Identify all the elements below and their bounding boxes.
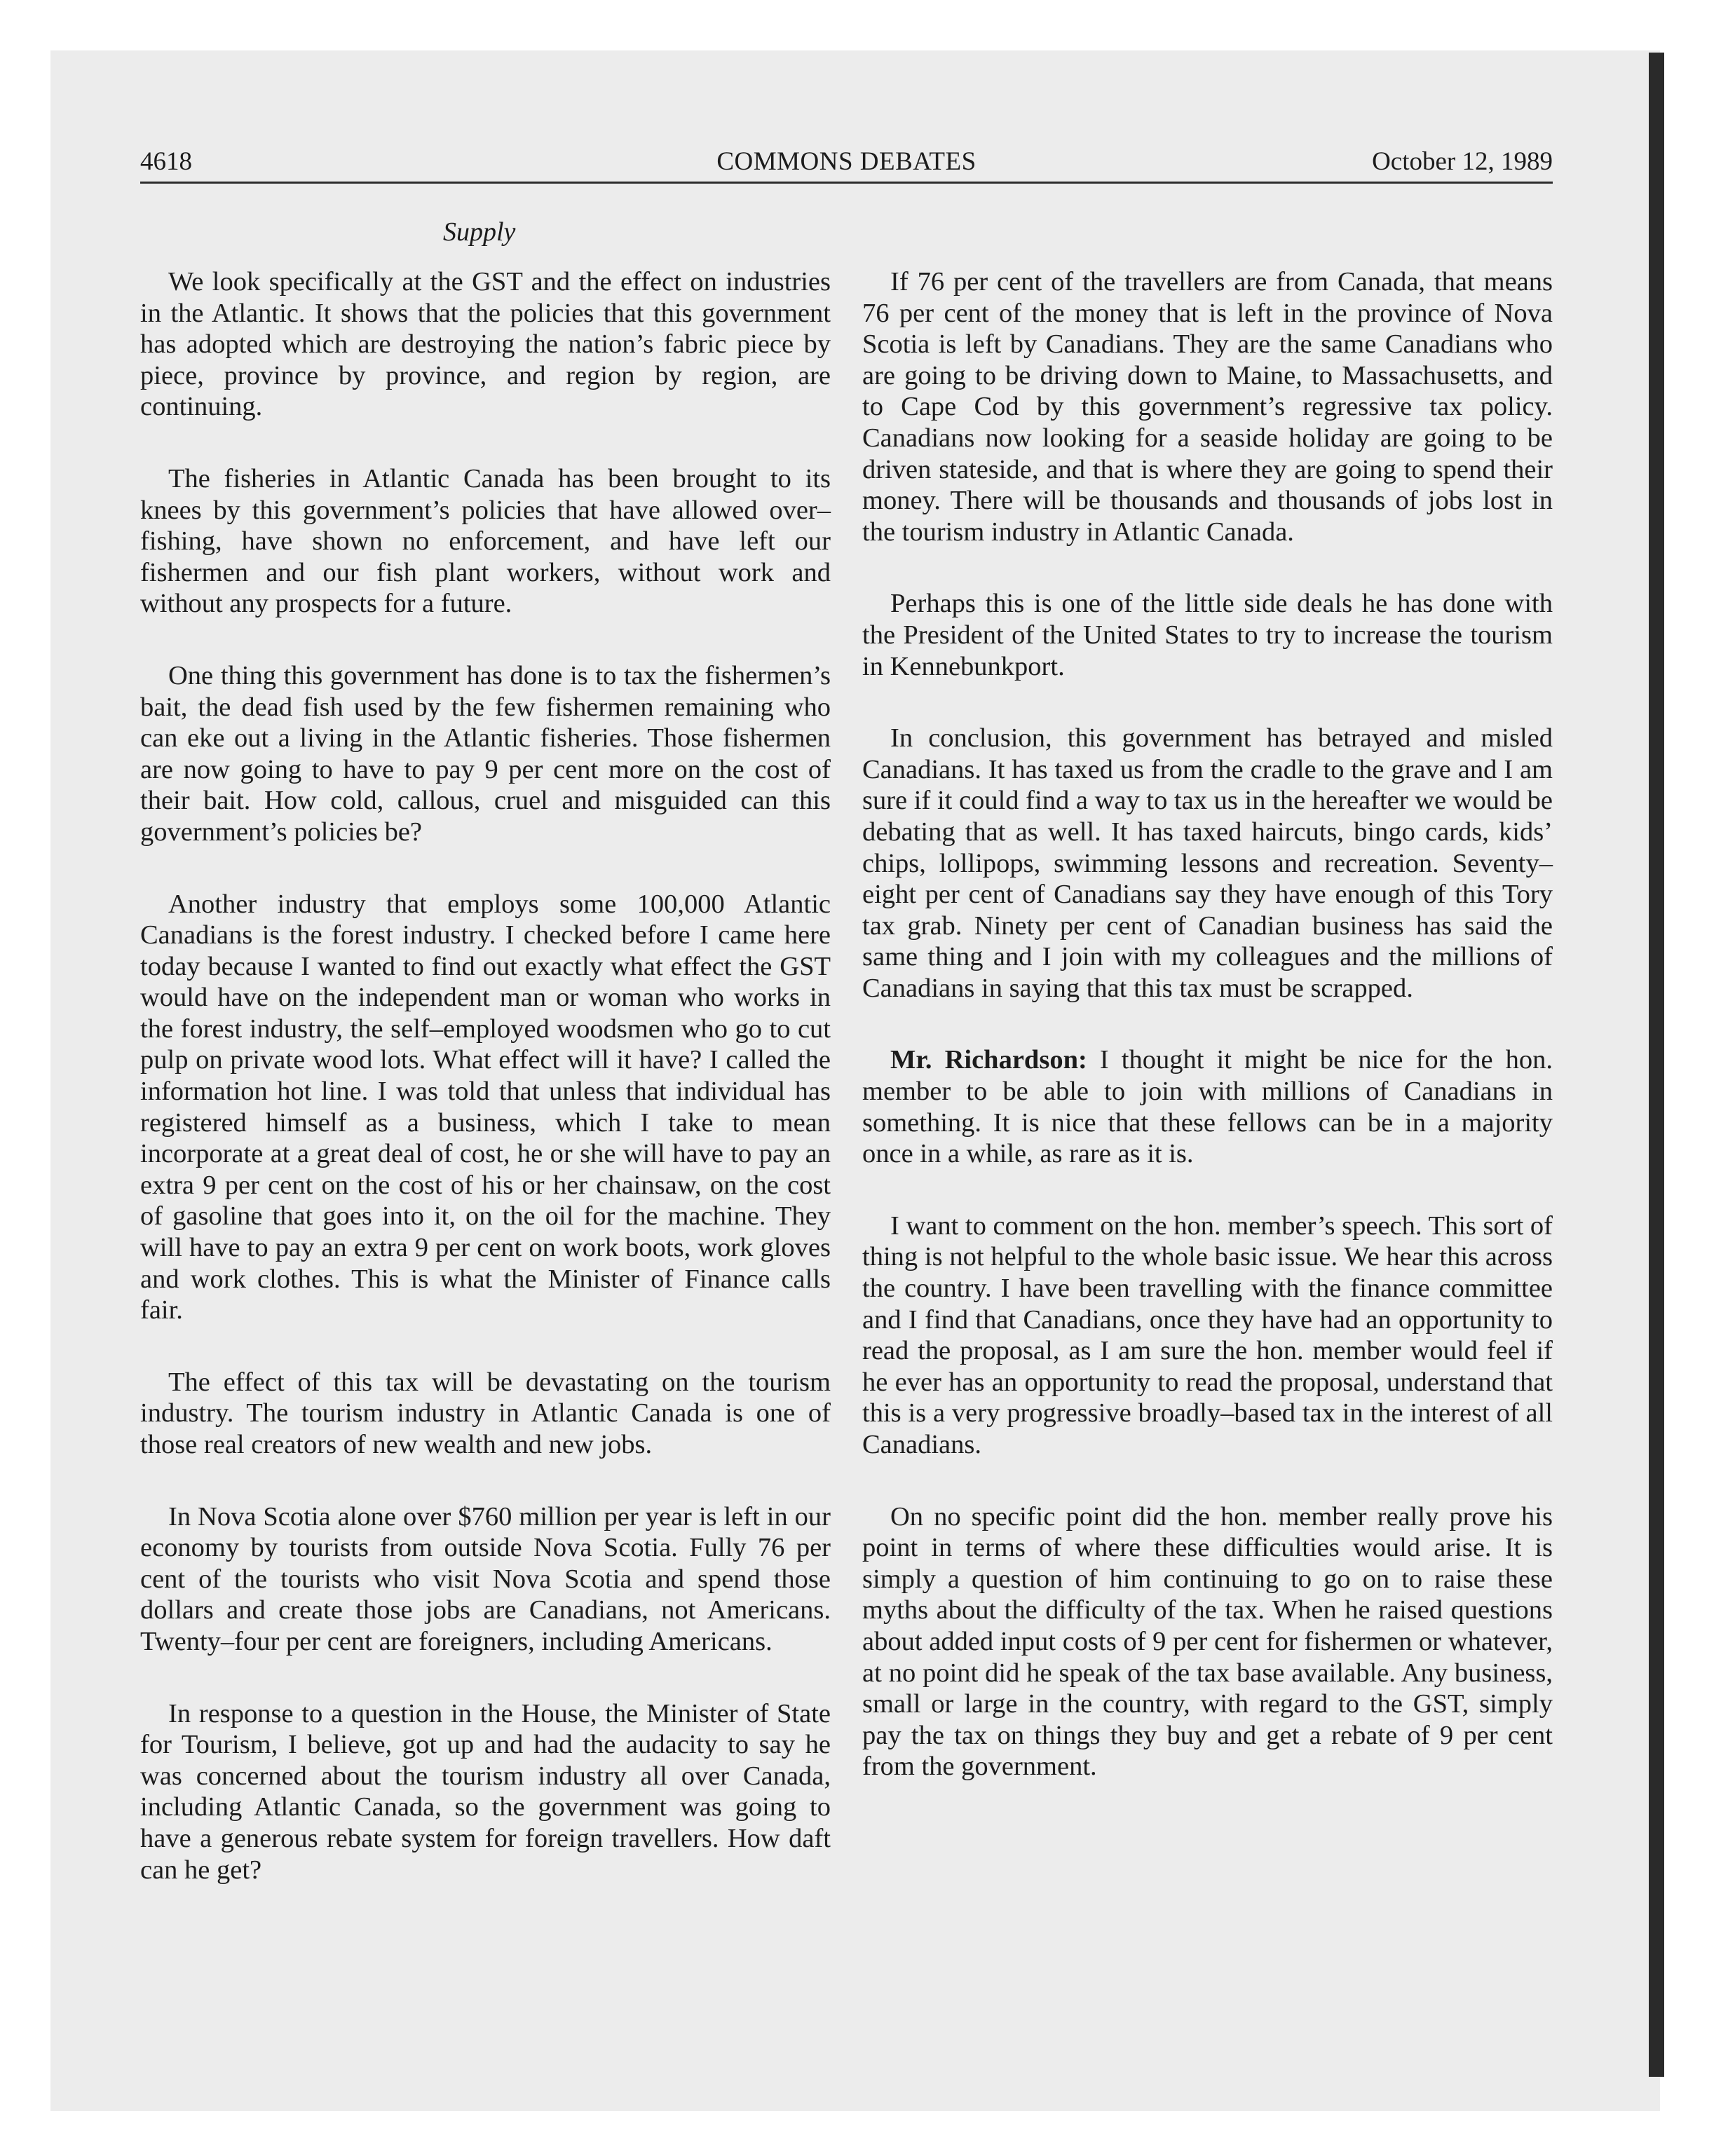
section-label: Supply — [443, 217, 516, 247]
speaker-paragraph — [862, 1044, 1553, 1169]
paragraph: The fisheries in Atlantic Canada has been brought to its knees by this government’s policies that have allowed over–fishing, have shown no enforcement, and have left our fishermen and our fish plant workers, without work and without any prospects for a future. — [140, 463, 831, 619]
paragraph: Perhaps this is one of the little side deals he has done with the President of the United States to try to increase the tourism in Kennebunkport. — [862, 589, 1553, 681]
right-column — [862, 266, 1553, 1823]
paragraph: In response to a question in the House, the Minister of State for Tourism, I believe, got up and had the audacity to say he was concerned about the tourism industry all over Canada, including Atlantic Canada, so the government was going to have a generous rebate system for foreign travellers. How daft can he get? — [140, 1698, 831, 1885]
speaker-name: Mr. Richardson: — [890, 1045, 1087, 1075]
paragraph: I want to comment on the hon. member’s speech. This sort of thing is not helpful to the whole basic issue. We hear this across the country. I have been travelling with the finance committee and I find that Canadians, once they have had an opportunity to read the proposal, as I am sure the hon. member would feel if he ever has an opportunity to read the proposal, understand that this is a very progressive broadly–based tax in the interest of all Canadians. — [862, 1210, 1553, 1459]
page-number: 4618 — [140, 147, 192, 176]
header-date: October 12, 1989 — [1372, 147, 1553, 176]
paragraph: We look specifically at the GST and the effect on industries in the Atlantic. It shows that the policies that this government has adopted which are destroying the nation’s fabric piece by piece, province by province, and region by region, are continuing. — [140, 267, 831, 422]
paragraph: If 76 per cent of the travellers are from Canada, that means 76 per cent of the money that is left in the province of Nova Scotia is left by Canadians. They are the same Canadians who are going to be driving down to Maine, to Massachusetts, and to Cape Cod by this government’s regressive tax policy. Canadians now looking for a seaside holiday are going to be driven stateside, and that is where they are going to spend their money. There will be thousands and thousands of jobs lost in the tourism industry in Atlantic Canada. — [862, 267, 1553, 547]
paragraph: One thing this government has done is to tax the fishermen’s bait, the dead fish used by the few fishermen remaining who can eke out a living in the Atlantic fisheries. Those fishermen are now going to have to pay 9 per cent more on the cost of their bait. How cold, callous, cruel and misguided can this government’s policies be? — [140, 660, 831, 847]
paragraph: In conclusion, this government has betrayed and misled Canadians. It has taxed us from the cradle to the grave and I am sure if it could find a way to tax us in the hereafter we would be debating that as well. It has taxed haircuts, bingo cards, kids’ chips, lollipops, swimming lessons and recreation. Seventy–eight per cent of Canadians say they have enough of this Tory tax grab. Ninety per cent of Canadian business has said the same thing and I join with my colleagues and the millions of Canadians in saying that this tax must be scrapped. — [862, 723, 1553, 1003]
paragraph: In Nova Scotia alone over $760 million per year is left in our economy by tourists from outside Nova Scotia. Fully 76 per cent of the tourists who visit Nova Scotia and spend those dollars and create those jobs are Canadians, not Americans. Twenty–four per cent are foreigners, including Americans. — [140, 1501, 831, 1656]
scan-edge-bar — [1649, 53, 1664, 2077]
left-column — [140, 266, 831, 1926]
header-rule — [140, 182, 1553, 184]
paragraph: Another industry that employs some 100,000 Atlantic Canadians is the forest industry. I checked before I came here today because I wanted to find out exactly what effect the GST would have on the independent man or woman who works in the forest industry, the self–employed woodsmen who go to cut pulp on private wood lots. What effect will it have? I called the information hot line. I was told that unless that individual has registered himself as a business, which I take to mean incorporate at a great deal of cost, he or she will have to pay an extra 9 per cent on the cost of his or her chainsaw, on the cost of gasoline that goes into it, on the oil for the machine. They will have to pay an extra 9 per cent on work boots, work gloves and work clothes. This is what the Minister of Finance calls fair. — [140, 889, 831, 1325]
speaker-remark: I thought it might be nice for the hon. member to be able to join with millions of Canadians in something. It is nice that these fellows can be in a majority once in a while, as rare as it is. — [862, 1045, 1553, 1169]
paragraph: The effect of this tax will be devastating on the tourism industry. The tourism industry in Atlantic Canada is one of those real creators of new wealth and new jobs. — [140, 1367, 831, 1459]
page-header — [140, 144, 1553, 179]
running-title: COMMONS DEBATES — [716, 147, 977, 176]
paragraph: On no specific point did the hon. member really prove his point in terms of where these difficulties would arise. It is simply a question of him continuing to go on to raise these myths about the difficulty of the tax. When he raised questions about added input costs of 9 per cent for fishermen or whatever, at no point did he speak of the tax base available. Any business, small or large in the country, with regard to the GST, simply pay the tax on things they buy and get a rebate of 9 per cent from the government. — [862, 1501, 1553, 1782]
